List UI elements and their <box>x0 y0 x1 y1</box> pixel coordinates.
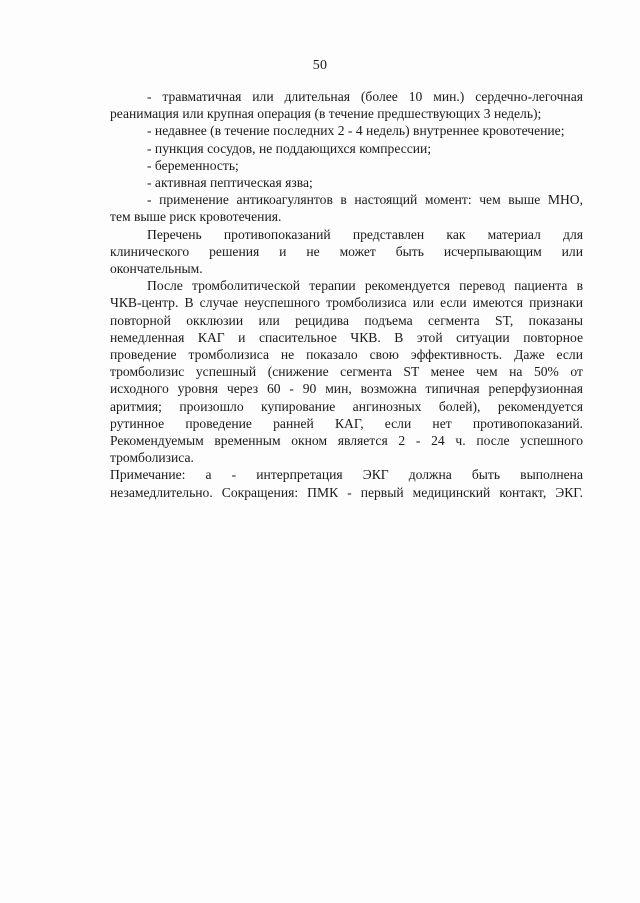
paragraph-line: повторной окклюзии или рецидива подъема сегмента ST, показаны <box>110 312 583 328</box>
paragraph-line: Перечень противопоказаний представлен как материал для <box>147 226 583 242</box>
list-item: - пункция сосудов, не поддающихся компрессии; <box>147 140 432 156</box>
list-item: - недавнее (в течение последних 2 - 4 недель) внутреннее кровотечение; <box>147 123 565 139</box>
list-item-continuation: тем выше риск кровотечения. <box>110 209 282 225</box>
paragraph-line: тромболизиса. <box>110 450 194 466</box>
footnote <box>110 466 583 500</box>
after-therapy-paragraph <box>110 277 583 466</box>
paragraph-line: Рекомендуемым временным окном является 2 - 24 ч. после успешного <box>110 433 583 449</box>
document-body <box>110 88 583 501</box>
paragraph-line: После тромболитической терапии рекомендуется перевод пациента в <box>147 278 583 294</box>
paragraph-line: проведение тромболизиса не показало свою эффективность. Даже если <box>110 347 583 363</box>
paragraph-line: рутинное проведение ранней КАГ, если нет противопоказаний. <box>110 415 583 431</box>
paragraph-line: немедленная КАГ и спасительное ЧКВ. В этой ситуации повторное <box>110 329 583 345</box>
paragraph-line: окончательным. <box>110 261 203 277</box>
paragraph-line: тромболизис успешный (снижение сегмента ST менее чем на 50% от <box>110 364 583 380</box>
paragraph-line: клинического решения и не может быть исчерпывающим или <box>110 243 583 259</box>
footnote-line: незамедлительно. Сокращения: ПМК - первый медицинский контакт, ЭКГ. <box>110 484 583 500</box>
list-item: - активная пептическая язва; <box>147 175 313 191</box>
list-item: - беременность; <box>147 157 239 173</box>
list-item-continuation: реанимация или крупная операция (в течение предшествующих 3 недель); <box>110 106 542 122</box>
paragraph-line: аритмия; произошло купирование ангинозных болей), рекомендуется <box>110 398 583 414</box>
list-item: - применение антикоагулянтов в настоящий момент: чем выше МНО, <box>147 192 583 208</box>
contraindications-list <box>110 88 583 226</box>
paragraph-line: ЧКВ-центр. В случае неуспешного тромболизиса или если имеются признаки <box>110 295 583 311</box>
list-item: - травматичная или длительная (более 10 мин.) сердечно-легочная <box>147 89 583 104</box>
contraindications-note-paragraph <box>110 226 583 278</box>
footnote-line: Примечание: а - интерпретация ЭКГ должна быть выполнена <box>110 467 583 483</box>
paragraph-line: исходного уровня через 60 - 90 мин, возможна типичная реперфузионная <box>110 381 583 397</box>
page-number: 50 <box>312 58 328 73</box>
